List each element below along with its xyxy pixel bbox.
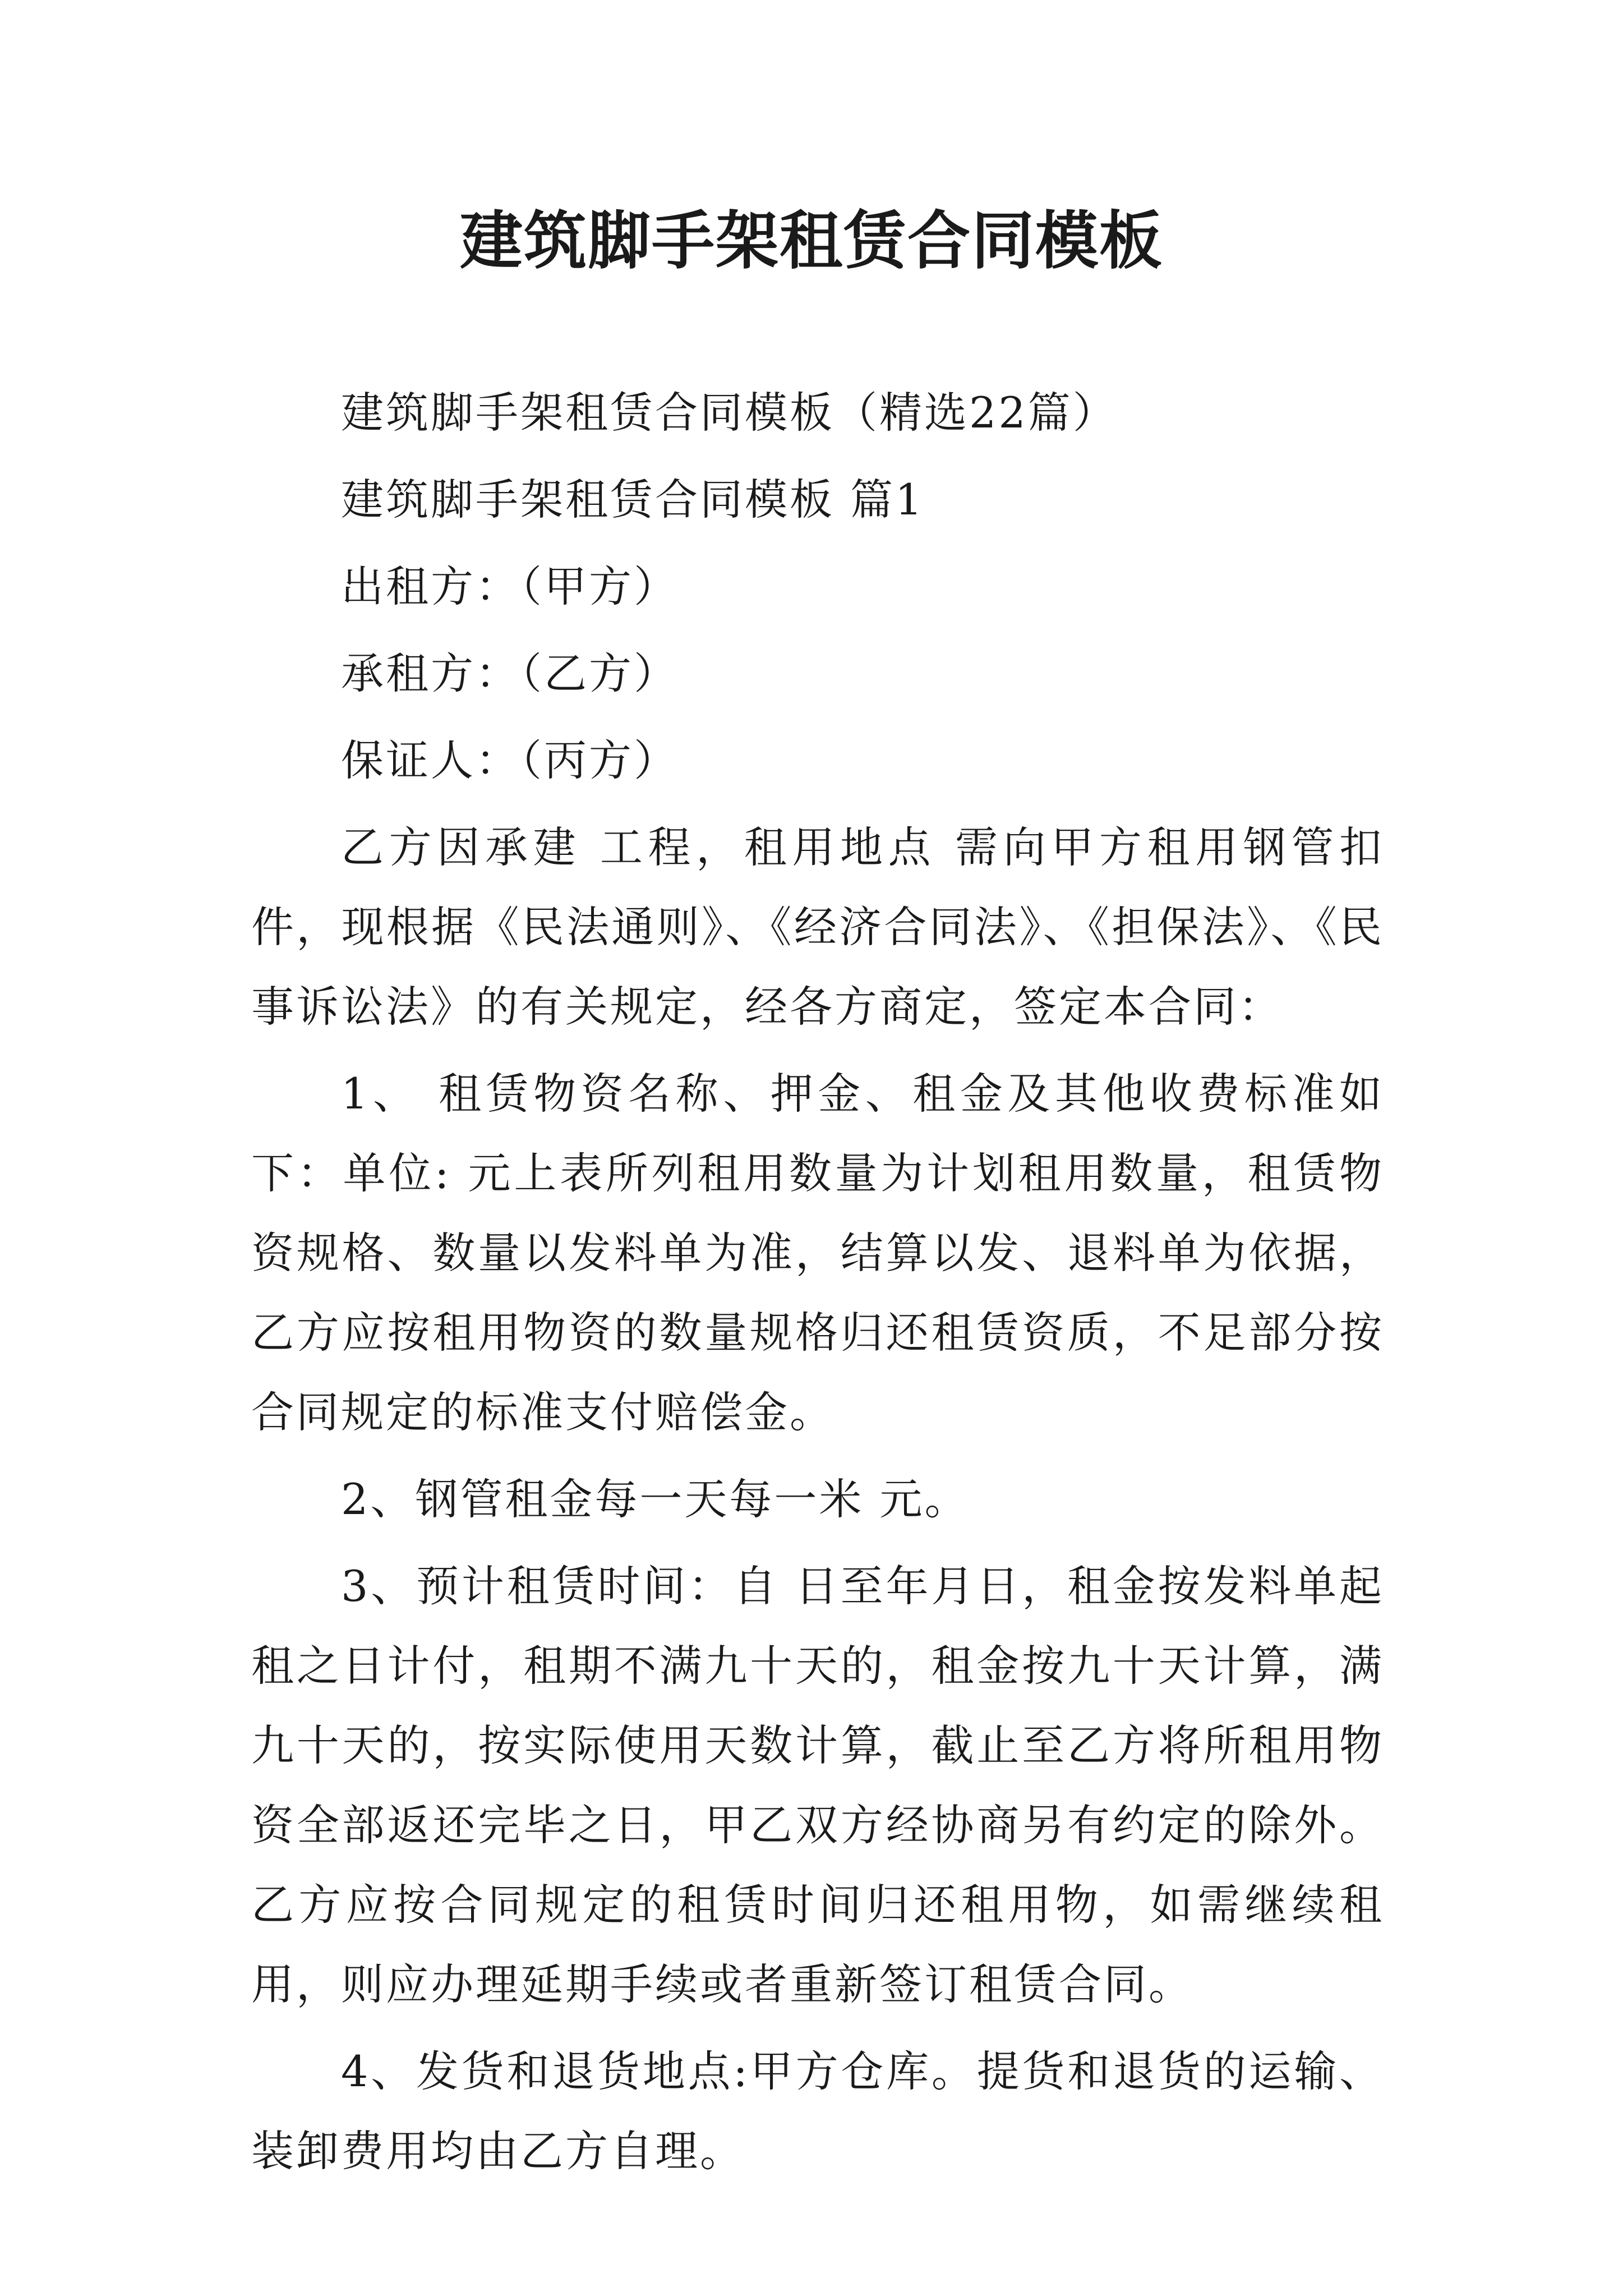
section-heading: 建筑脚手架租赁合同模板 篇1 xyxy=(341,475,925,524)
subtitle-paragraph: 建筑脚手架租赁合同模板（精选22篇） xyxy=(341,388,1118,438)
clause-1-paragraph: 1、 租赁物资名称、押金、租金及其他收费标准如下：单位: 元上表所列租用数量为计划租用数量，租赁物资规格、数量以发料单为准，结算以发、退料单为依据，乙方应按租用物资的数量规格归还租赁资质，不足部分按合同规定的标准支付赔偿金。 xyxy=(251,1069,1384,1437)
intro-paragraph: 乙方因承建 工程，租用地点 需向甲方租用钢管扣件，现根据《民法通则》、《经济合同法》、《担保法》、《民事诉讼法》的有关规定，经各方商定，签定本合同： xyxy=(251,822,1384,1032)
lessee-line: 承租方：（乙方） xyxy=(341,648,679,698)
clause-2-paragraph: 2、钢管租金每一天每一米 元。 xyxy=(341,1474,970,1524)
clause-3-paragraph: 3、预计租赁时间：自 日至年月日，租金按发料单起租之日计付，租期不满九十天的，租金按九十天计算，满九十天的，按实际使用天数计算，截止至乙方将所租用物资全部返还完毕之日，甲乙双方经协商另有约定的除外。乙方应按合同规定的租赁时间归还租用物，如需继续租用，则应办理延期手续或者重新签订租赁合同。 xyxy=(251,1561,1384,2009)
document-body xyxy=(251,373,1384,2198)
document-title: 建筑脚手架租赁合同模板 xyxy=(460,204,1163,278)
clause-4-paragraph: 4、发货和退货地点:甲方仓库。提货和退货的运输、装卸费用均由乙方自理。 xyxy=(251,2046,1384,2176)
guarantor-line: 保证人：（丙方） xyxy=(341,735,679,785)
lessor-line: 出租方：（甲方） xyxy=(341,562,679,611)
